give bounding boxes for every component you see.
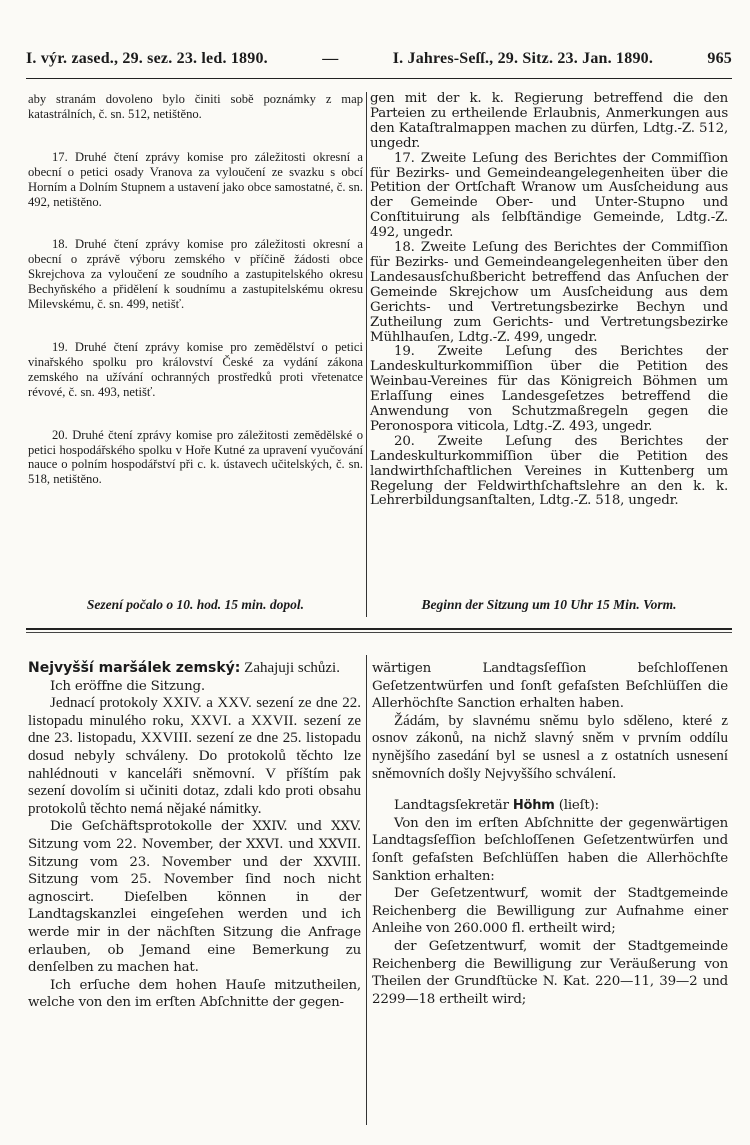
section-rule-thin: [26, 632, 732, 633]
proceedings-right-column: [372, 660, 728, 1008]
proceedings-left-column: [28, 660, 361, 1012]
sitting-start-german: Beginn der Sitzung um 10 Uhr 15 Min. Vorm.: [421, 597, 677, 612]
sitting-start-czech: Sezení počalo o 10. hod. 15 min. dopol.: [86, 597, 305, 612]
header-czech: I. výr. zased., 29. sez. 23. led. 1890.: [26, 50, 268, 67]
page-number: 965: [707, 50, 732, 67]
agenda-german-column: [370, 92, 728, 509]
agenda-item-19-czech: 19. Druhé čtení zprávy komise pro zemědělství o petici vinařského spolku pro království České za vydání zákona zemského na užívání ochranných prostředků proti vřetenatce révové, č. sn. 493, netišť.: [28, 339, 363, 399]
header-german: I. Jahres-Seſſ., 29. Sitz. 23. Jan. 1890.: [392, 50, 654, 67]
section-rule: [26, 628, 732, 630]
speaker-name: Nejvyšší maršálek zemský:: [28, 660, 241, 676]
request-german: Ich erſuche dem hohen Hauſe mitzutheilen, welche von den im erſten Abſchnitte der gegen-: [28, 977, 361, 1011]
agenda-item-18-german: 18. Zweite Leſung des Berichtes der Commiſſion für Bezirks- und Gemeindeangelegenheiten über den Landesausſchußbericht betreffend das Anſuchen der Gemeinde Skrejchow um Ausſcheidung aus dem Gerichts- und Vertretungsbezirke Bechyn und Zutheilung zum Gerichts- und Vertretungsbezirke Mühlhauſen, Ldtg.-Z. 499, ungedr.: [370, 240, 728, 345]
header-separator: —: [322, 50, 339, 67]
agenda-item-20-czech: 20. Druhé čtení zprávy komise pro záležitosti zemědělské o petici hospodářského spolku v Hoře Kutné za upravení vyučování nauce o polním hospodářství při c. k. ústavech učitelských, č. sn. 518, netištěno.: [28, 427, 363, 487]
header-rule: [26, 78, 732, 79]
running-header: [26, 50, 732, 76]
secretary-title: Landtagsſekretär: [394, 798, 509, 814]
agenda-intro-german: gen mit der k. k. Regierung betreffend die den Parteien zu ertheilende Erlaubnis, Anmerkungen aus den Kataſtralmappen machen zu dürfen, Ldtg.-Z. 512, ungedr.: [370, 91, 728, 151]
agenda-item-18-czech: 18. Druhé čtení zprávy komise pro záležitosti okresní a obecní o zprávě výboru zemského v příčině žádosti obce Skrejchova za vyloučení ze soudního a zastupitelského okresu Bechyňského a přidělení k soudnímu a zastupitelskému okresu Milevskému, č. sn. 499, netišť.: [28, 237, 363, 312]
agenda-item-17-german: 17. Zweite Leſung des Berichtes der Commiſſion für Bezirks- und Gemeindeangelegenheiten über die Petition der Ortſchaft Wranow um Ausſcheidung aus der Gemeinde Ober- und Unter-Stupno und Conſtituirung als ſelbſtändige Gemeinde, Ldtg.-Z. 492, ungedr.: [370, 150, 728, 241]
sanction-intro: Von den im erſten Abſchnitte der gegenwärtigen Landtagsſeſſion beſchloſſenen Geſetzentwürfen und ſonſt gefaſsten Beſchlüſſen haben die Allerhöchſte Sanktion erhalten:: [372, 815, 728, 884]
agenda-item-19-german: 19. Zweite Leſung des Berichtes der Landeskulturkommiſſion über die Petition des Weinbau-Vereines für das Königreich Böhmen um Erlaſſung eines Landesgeſetzes betreffend die Anwendung von Schutzmaßregeln gegen die Peronospora viticola, Ldtg.-Z. 493, ungedr.: [370, 344, 728, 434]
agenda-item-17-czech: 17. Druhé čtení zprávy komise pro záležitosti okresní a obecní o petici osady Vranova za vyloučení ze svazku s obcí Horním a Dolním Stupnem a ustavení jako obce samostatné, č. sn. 492, netištěno.: [28, 149, 363, 209]
request-german-continued: wärtigen Landtagsſeſſion beſchloſſenen Geſetzentwürfen und ſonſt gefaſsten Beſchlüſſen die Allerhöchſte Sanction erhalten haben.: [372, 661, 728, 712]
sanctioned-law-2: der Geſetzentwurf, womit der Stadtgemeinde Reichenberg die Bewilligung zur Veräußerung von Theilen der Grundſtücke N. Kat. 220—11, 39—2 und 2299—18 ertheilt wird;: [372, 938, 728, 1007]
opening-german: Ich eröffne die Sitzung.: [50, 678, 205, 694]
column-divider-lower: [366, 655, 367, 1125]
protocols-czech: Jednací protokoly XXIV. a XXV. sezení ze dne 22. listopadu minulého roku, XXVI. a XXVII. sezení ze dne 23. listopadu, XXVIII. sezení ze dne 25. listopadu dosud nebyly schváleny. Do protokolů těchto lze nahlédnouti v kanceláři sněmovní. V příštím pak sezení dovolím si učiniti dotaz, zdali kdo proti obsahu protokolů těchto nemá nějaké námitky.: [28, 695, 361, 817]
opening-czech: Zahajuji schůzi.: [244, 660, 340, 676]
secretary-line: [372, 797, 728, 815]
agenda-czech-column: [28, 92, 363, 487]
request-czech: Žádám, by slavnému sněmu bylo sděleno, které z osnov zákonů, na nichž slavný sněm v prvním oddílu nynějšího zasedání byl se usnesl a z ostatních usnesení sněmovních došly Nejvyššího schválení.: [372, 712, 728, 782]
sanctioned-law-1: Der Geſetzentwurf, womit der Stadtgemeinde Reichenberg die Bewilligung zur Aufnahme einer Anleihe von 260.000 fl. ertheilt wird;: [372, 886, 728, 937]
agenda-item-20-german: 20. Zweite Leſung des Berichtes der Landeskulturkommiſſion über die Petition des landwirthſchaftlichen Vereines in Kuttenberg um Regelung der Feldwirthſchaftslehre an den k. k. Lehrerbildungsanſtalten, Ldtg.-Z. 518, ungedr.: [370, 433, 728, 509]
secretary-reads: (lieſt):: [558, 798, 599, 814]
secretary-name: Höhm: [512, 798, 555, 814]
agenda-intro-czech: aby stranám dovoleno bylo činiti sobě poznámky z map katastrálních, č. sn. 512, netištěno.: [28, 92, 363, 121]
protocols-german: Die Geſchäftsprotokolle der XXIV. und XXV. Sitzung vom 22. November, der XXVI. und XXVII. Sitzung vom 23. November und der XXVIII. Sitzung vom 25. November ſind noch nicht agnoscirt. Dieſelben können in der Landtagskanzlei eingeſehen werden und ich werde mir in der nächſten Sitzung die Anfrage erlauben, ob Jemand eine Bemerkung zu denſelben zu machen hat.: [28, 819, 361, 976]
column-divider-upper: [366, 92, 367, 617]
